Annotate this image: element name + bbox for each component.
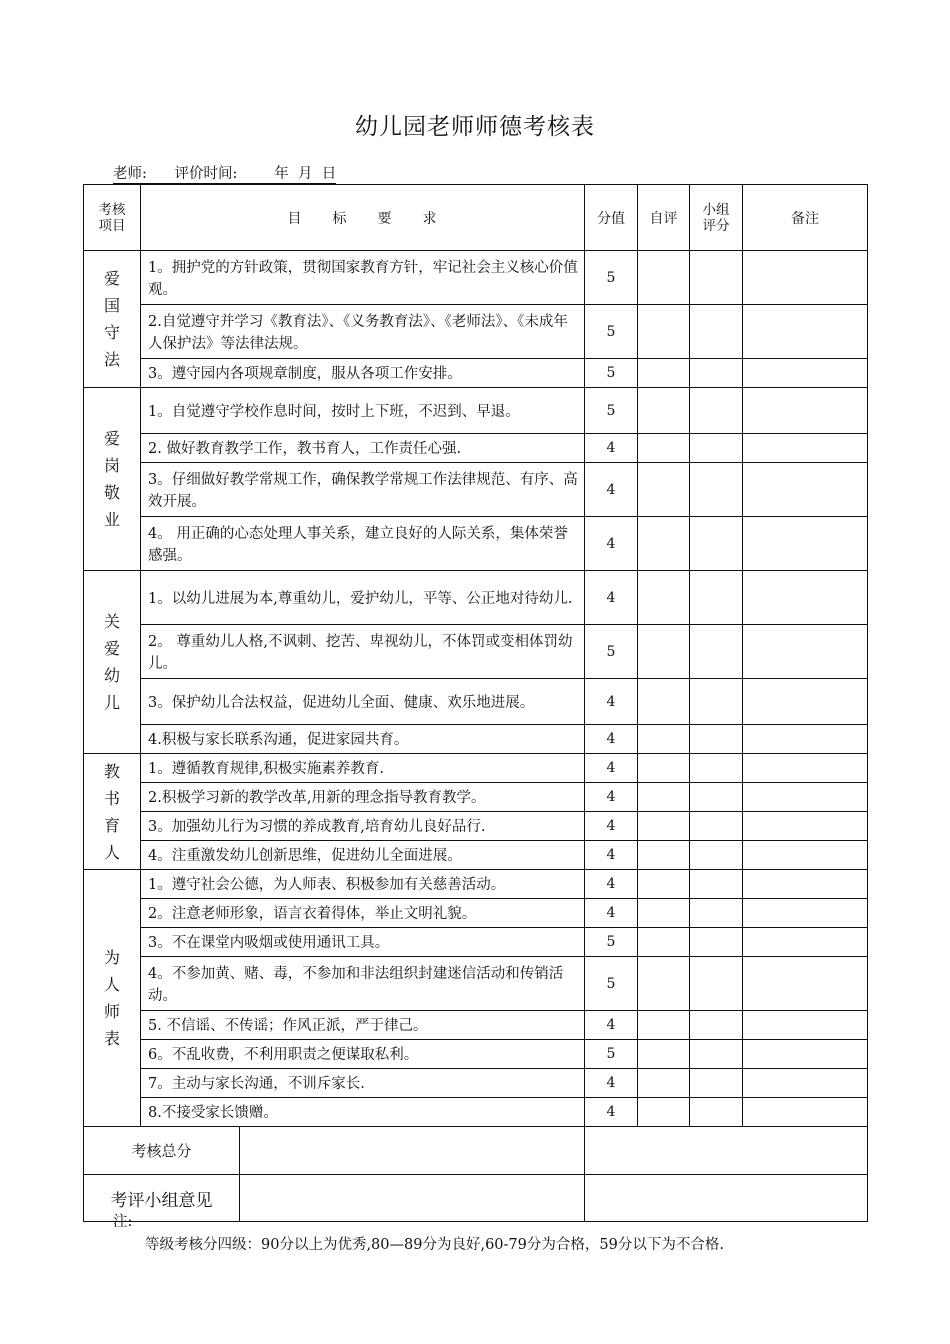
score-cell: 4 [585, 463, 638, 517]
remark-cell[interactable] [743, 754, 868, 783]
table-row [84, 388, 868, 434]
score-cell: 4 [585, 517, 638, 571]
requirement-cell: 1。遵循教育规律,积极实施素养教育. [141, 754, 585, 783]
header-group: 小组评分 [690, 185, 743, 251]
group-score-cell[interactable] [690, 434, 743, 463]
score-cell: 5 [585, 305, 638, 359]
self-score-cell[interactable] [638, 571, 690, 625]
table-row [84, 571, 868, 625]
group-score-cell[interactable] [690, 359, 743, 388]
header-remark: 备注 [743, 185, 868, 251]
requirement-cell: 4。不参加黄、赌、毒，不参加和非法组织封建迷信活动和传销活动。 [141, 957, 585, 1011]
score-cell: 4 [585, 783, 638, 812]
table-row [84, 359, 868, 388]
group-score-cell[interactable] [690, 783, 743, 812]
score-cell: 5 [585, 625, 638, 679]
table-row [84, 928, 868, 957]
page-title: 幼儿园老师师德考核表 [355, 114, 595, 140]
self-score-cell[interactable] [638, 899, 690, 928]
requirement-cell: 3。不在课堂内吸烟或使用通讯工具。 [141, 928, 585, 957]
requirement-cell: 1。拥护党的方针政策，贯彻国家教育方针，牢记社会主义核心价值观。 [141, 251, 585, 305]
self-score-cell[interactable] [638, 754, 690, 783]
requirement-cell: 7。主动与家长沟通，不训斥家长. [141, 1069, 585, 1098]
remark-cell[interactable] [743, 1040, 868, 1069]
requirement-cell: 5. 不信谣、不传谣；作风正派，严于律己。 [141, 1011, 585, 1040]
total-row [84, 1127, 868, 1175]
score-cell: 4 [585, 841, 638, 870]
table-row [84, 812, 868, 841]
requirement-cell: 1。遵守社会公德，为人师表、积极参加有关慈善活动。 [141, 870, 585, 899]
self-score-cell[interactable] [638, 679, 690, 725]
remark-cell[interactable] [743, 725, 868, 754]
remark-cell[interactable] [743, 1069, 868, 1098]
score-cell: 5 [585, 388, 638, 434]
group-score-cell[interactable] [690, 517, 743, 571]
self-score-cell[interactable] [638, 1040, 690, 1069]
self-score-cell[interactable] [638, 725, 690, 754]
self-score-cell[interactable] [638, 1011, 690, 1040]
score-cell: 5 [585, 928, 638, 957]
self-score-cell[interactable] [638, 870, 690, 899]
remark-cell[interactable] [743, 434, 868, 463]
table-row [84, 1098, 868, 1127]
remark-cell[interactable] [743, 928, 868, 957]
group-score-cell[interactable] [690, 1069, 743, 1098]
table-row [84, 251, 868, 305]
score-cell: 4 [585, 725, 638, 754]
group-score-cell[interactable] [690, 899, 743, 928]
remark-cell[interactable] [743, 1098, 868, 1127]
table-row [84, 725, 868, 754]
group-score-cell[interactable] [690, 305, 743, 359]
requirement-cell: 8.不接受家长馈赠。 [141, 1098, 585, 1127]
self-score-cell[interactable] [638, 359, 690, 388]
group-score-cell[interactable] [690, 870, 743, 899]
table-row [84, 957, 868, 1011]
score-cell: 4 [585, 571, 638, 625]
requirement-cell: 3。保护幼儿合法权益，促进幼儿全面、健康、欢乐地进展。 [141, 679, 585, 725]
requirement-cell: 2。注意老师形象，语言衣着得体，举止文明礼貌。 [141, 899, 585, 928]
note-label: 注: [113, 1214, 133, 1230]
self-score-cell[interactable] [638, 841, 690, 870]
evaluation-table [83, 184, 868, 1222]
group-opinion-field[interactable] [585, 1175, 868, 1222]
requirement-cell: 4.积极与家长联系沟通，促进家园共育。 [141, 725, 585, 754]
table-row [84, 754, 868, 783]
remark-cell[interactable] [743, 957, 868, 1011]
category-cell: 关爱幼儿 [84, 571, 141, 754]
score-cell: 5 [585, 359, 638, 388]
group-score-cell[interactable] [690, 841, 743, 870]
group-score-cell[interactable] [690, 625, 743, 679]
requirement-cell: 2.积极学习新的教学改革,用新的理念指导教育教学。 [141, 783, 585, 812]
remark-cell[interactable] [743, 812, 868, 841]
table-row [84, 870, 868, 899]
group-score-cell[interactable] [690, 679, 743, 725]
remark-cell[interactable] [743, 251, 868, 305]
table-row [84, 1040, 868, 1069]
self-score-cell[interactable] [638, 434, 690, 463]
group-score-cell[interactable] [690, 725, 743, 754]
self-score-cell[interactable] [638, 463, 690, 517]
category-cell: 教书育人 [84, 754, 141, 870]
group-opinion-label: 考评小组意见 [84, 1175, 585, 1222]
requirement-cell: 3。遵守园内各项规章制度，服从各项工作安排。 [141, 359, 585, 388]
table-row [84, 305, 868, 359]
self-score-cell[interactable] [638, 783, 690, 812]
group-score-cell[interactable] [690, 928, 743, 957]
table-row [84, 679, 868, 725]
self-score-cell[interactable] [638, 251, 690, 305]
table-row [84, 1069, 868, 1098]
group-score-cell[interactable] [690, 812, 743, 841]
score-cell: 4 [585, 812, 638, 841]
remark-cell[interactable] [743, 1011, 868, 1040]
requirement-cell: 1。自觉遵守学校作息时间，按时上下班，不迟到、早退。 [141, 388, 585, 434]
score-cell: 5 [585, 251, 638, 305]
header-category: 考核项目 [84, 185, 141, 251]
score-cell: 4 [585, 754, 638, 783]
group-score-cell[interactable] [690, 571, 743, 625]
table-row [84, 625, 868, 679]
score-cell: 4 [585, 679, 638, 725]
group-score-cell[interactable] [690, 388, 743, 434]
table-row [84, 841, 868, 870]
score-cell: 4 [585, 899, 638, 928]
header-score: 分值 [585, 185, 638, 251]
remark-cell[interactable] [743, 388, 868, 434]
self-score-cell[interactable] [638, 1069, 690, 1098]
note-text: 等级考核分四级：90分以上为优秀,80—89分为良好,60-79分为合格，59分以下为不合格. [145, 1237, 724, 1253]
group-score-cell[interactable] [690, 251, 743, 305]
table-row [84, 434, 868, 463]
requirement-cell: 2. 做好教育教学工作，教书育人，工作责任心强. [141, 434, 585, 463]
table-row [84, 463, 868, 517]
requirement-cell: 1。以幼儿进展为本,尊重幼儿，爱护幼儿，平等、公正地对待幼儿. [141, 571, 585, 625]
total-score-label: 考核总分 [84, 1127, 585, 1175]
self-score-cell[interactable] [638, 1098, 690, 1127]
table-row [84, 899, 868, 928]
teacher-date-line: 老师: 评价时间: 年 月 日 [113, 162, 336, 184]
remark-cell[interactable] [743, 899, 868, 928]
score-cell: 4 [585, 1011, 638, 1040]
score-cell: 5 [585, 1040, 638, 1069]
opinion-row [84, 1175, 868, 1222]
group-score-cell[interactable] [690, 1098, 743, 1127]
requirement-cell: 2.自觉遵守并学习《教育法》、《义务教育法》、《老师法》、《未成年人保护法》等法律法规。 [141, 305, 585, 359]
requirement-cell: 3。仔细做好教学常规工作，确保教学常规工作法律规范、有序、高效开展。 [141, 463, 585, 517]
remark-cell[interactable] [743, 679, 868, 725]
requirement-cell: 4。注重激发幼儿创新思维，促进幼儿全面进展。 [141, 841, 585, 870]
score-cell: 4 [585, 434, 638, 463]
self-score-cell[interactable] [638, 928, 690, 957]
group-score-cell[interactable] [690, 1011, 743, 1040]
requirement-cell: 6。不乱收费，不利用职责之便谋取私利。 [141, 1040, 585, 1069]
requirement-cell: 3。加强幼儿行为习惯的养成教育,培育幼儿良好品行. [141, 812, 585, 841]
table-row [84, 1011, 868, 1040]
group-score-cell[interactable] [690, 1040, 743, 1069]
self-score-cell[interactable] [638, 812, 690, 841]
score-cell: 4 [585, 870, 638, 899]
remark-cell[interactable] [743, 870, 868, 899]
requirement-cell: 2。 尊重幼儿人格,不讽刺、挖苦、卑视幼儿，不体罚或变相体罚幼儿。 [141, 625, 585, 679]
table-row [84, 517, 868, 571]
header-row [84, 185, 868, 251]
group-score-cell[interactable] [690, 463, 743, 517]
group-score-cell[interactable] [690, 754, 743, 783]
self-score-cell[interactable] [638, 388, 690, 434]
self-score-cell[interactable] [638, 517, 690, 571]
self-score-cell[interactable] [638, 957, 690, 1011]
remark-cell[interactable] [743, 359, 868, 388]
header-self: 自评 [638, 185, 690, 251]
category-cell: 爱国守法 [84, 251, 141, 388]
remark-cell[interactable] [743, 463, 868, 517]
score-cell: 5 [585, 957, 638, 1011]
score-cell: 4 [585, 1069, 638, 1098]
category-cell: 爱岗敬业 [84, 388, 141, 571]
self-score-cell[interactable] [638, 625, 690, 679]
self-score-cell[interactable] [638, 305, 690, 359]
remark-cell[interactable] [743, 783, 868, 812]
remark-cell[interactable] [743, 625, 868, 679]
remark-cell[interactable] [743, 841, 868, 870]
category-cell: 为人师表 [84, 870, 141, 1127]
remark-cell[interactable] [743, 571, 868, 625]
score-cell: 4 [585, 1098, 638, 1127]
requirement-cell: 4。 用正确的心态处理人事关系，建立良好的人际关系，集体荣誉感强。 [141, 517, 585, 571]
table-row [84, 783, 868, 812]
remark-cell[interactable] [743, 517, 868, 571]
total-score-field[interactable] [585, 1127, 868, 1175]
header-requirement: 目 标 要 求 [141, 185, 585, 251]
group-score-cell[interactable] [690, 957, 743, 1011]
remark-cell[interactable] [743, 305, 868, 359]
